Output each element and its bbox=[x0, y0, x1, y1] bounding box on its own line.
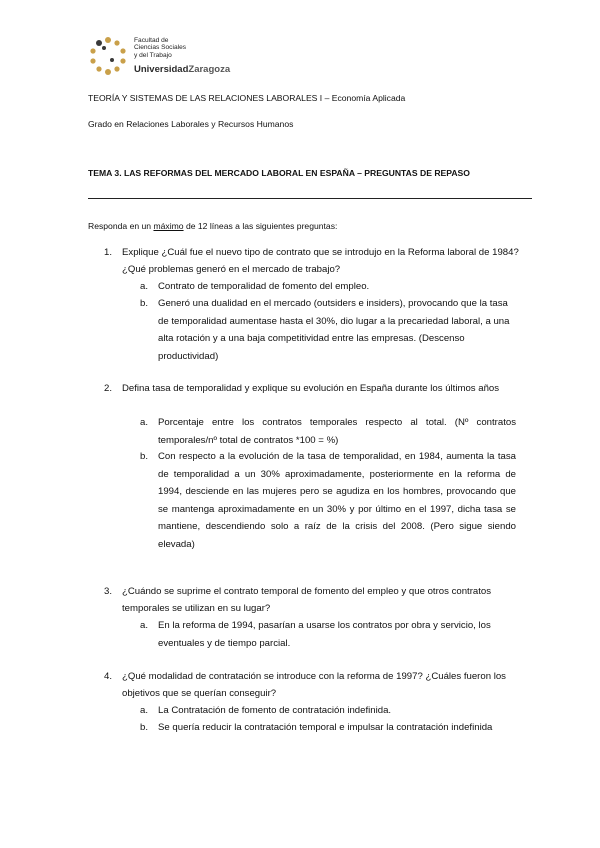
title-divider bbox=[88, 198, 532, 199]
course-title: TEORÍA Y SISTEMAS DE LAS RELACIONES LABORALES I – Economía Aplicada bbox=[88, 93, 406, 103]
answer-letter: a. bbox=[140, 705, 149, 716]
university-logo bbox=[86, 34, 266, 80]
faculty-line-3: y del Trabajo bbox=[134, 51, 172, 59]
answer-letter: b. bbox=[140, 298, 149, 309]
answer-letter: a. bbox=[140, 281, 149, 292]
answer-letter: a. bbox=[140, 417, 149, 428]
degree-name: Grado en Relaciones Laborales y Recursos Humanos bbox=[88, 119, 294, 129]
faculty-line-1: Facultad de bbox=[134, 37, 169, 44]
question-text: Defina tasa de temporalidad y explique su evolución en España durante los últimos años bbox=[122, 383, 500, 394]
answer-text: La Contratación de fomento de contratación indefinida. bbox=[158, 705, 392, 716]
answer-letter: b. bbox=[140, 451, 149, 462]
faculty-line-2: Ciencias Sociales bbox=[134, 44, 187, 52]
answer-text: Porcentaje entre los contratos temporales respecto al total. (Nº contratos temporales/nº total de contratos *100 = %) bbox=[158, 417, 516, 446]
university-name-b: Zaragoza bbox=[188, 64, 231, 75]
answer-text: Se quería reducir la contratación temporal e impulsar la contratación indefinida bbox=[158, 722, 493, 733]
instructions-before: Responda en un bbox=[88, 221, 154, 231]
question-text: ¿Qué modalidad de contratación se introduce con la reforma de 1997? ¿Cuáles fueron los objetivos que se querían conseguir? bbox=[122, 671, 506, 699]
answer-letter: b. bbox=[140, 722, 149, 733]
faculty-name bbox=[134, 37, 186, 59]
answer-letter: a. bbox=[140, 620, 149, 631]
answer-text: Contrato de temporalidad de fomento del empleo. bbox=[158, 281, 370, 292]
instructions bbox=[88, 221, 337, 231]
university-name-a: Universidad bbox=[134, 64, 189, 75]
instructions-underlined: máximo bbox=[153, 221, 184, 231]
document-title: TEMA 3. LAS REFORMAS DEL MERCADO LABORAL EN ESPAÑA – PREGUNTAS DE REPASO bbox=[88, 168, 470, 178]
question-number: 3. bbox=[104, 586, 113, 597]
question-number: 4. bbox=[104, 671, 113, 682]
university-name bbox=[134, 64, 230, 75]
instructions-after: de 12 líneas a las siguientes preguntas: bbox=[183, 221, 338, 231]
answer-text: En la reforma de 1994, pasarían a usarse los contratos por obra y servicio, los eventuales y de tiempo parcial. bbox=[158, 620, 491, 649]
question-text: ¿Cuándo se suprime el contrato temporal de fomento del empleo y que otros contratos temporales se utilizan en su lugar? bbox=[122, 586, 492, 614]
question-number: 2. bbox=[104, 383, 113, 394]
answer-text: Generó una dualidad en el mercado (outsiders e insiders), provocando que la tasa de temporalidad aumentase hasta el 30%, dio lugar a la precariedad laboral, a una alta rotación y a una baja competitividad entre las empresas. (Descenso productividad) bbox=[158, 298, 510, 362]
question-number: 1. bbox=[104, 247, 113, 258]
logo-emblem-icon bbox=[86, 34, 130, 78]
answer-text: Con respecto a la evolución de la tasa de temporalidad, en 1984, aumenta la tasa de temporalidad a un 30% aproximadamente, posteriormente en la reforma de 1994, desciende en las mujeres pero se agudiza en los hombres, provocando que se mantenga aproximadamente en un 30% y por último en el 1997, dicha tasa se mantiene, descendiendo solo a raíz de la crisis del 2008. (Pero sigue siendo elevada) bbox=[158, 451, 516, 550]
question-text: Explique ¿Cuál fue el nuevo tipo de contrato que se introdujo en la Reforma laboral de 1984? ¿Qué problemas generó en el mercado de trabajo? bbox=[122, 247, 519, 275]
